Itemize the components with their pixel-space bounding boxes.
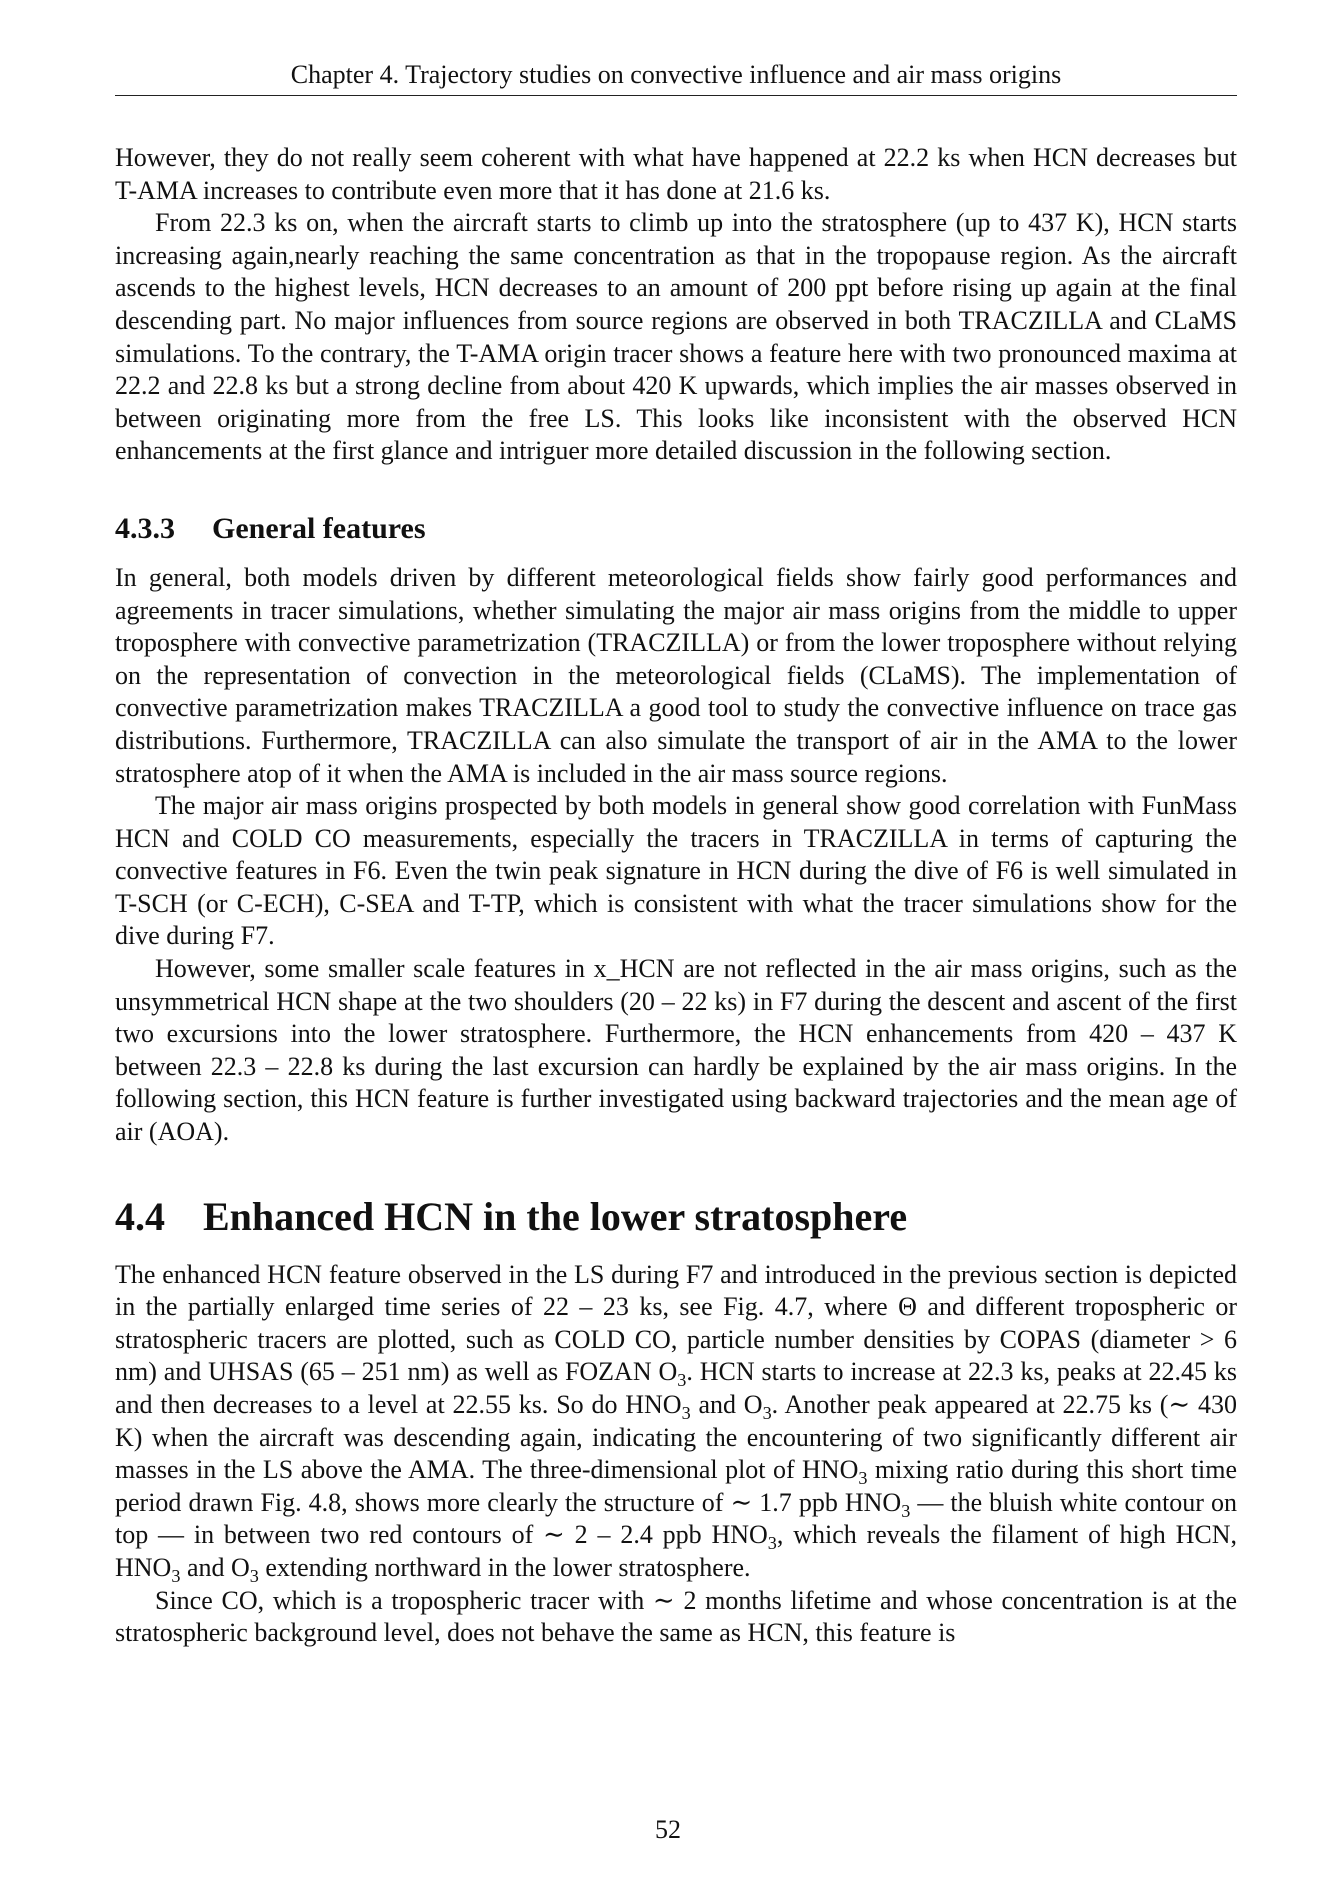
subscript-3: 3 <box>681 1403 691 1424</box>
text-run: The enhanced HCN feature observed in the LS during F7 and introduced in the previous section is depicted in the partially enlarged time series of 22 – 23 ks, see Fig. 4.7, where Θ and different tropospheric or stratospheric tracers are plotted, such as COLD CO, particle number densities by COPAS (diameter > 6 nm) and UHSAS (65 – 251 nm) as well as FOZAN O <box>115 1259 1237 1387</box>
text-run: extending northward in the lower stratosphere. <box>258 1552 751 1582</box>
subsection-heading <box>115 510 1237 548</box>
subscript-3: 3 <box>249 1566 259 1587</box>
paragraph-general: In general, both models driven by different meteorological fields show fairly good performances and agreements in tracer simulations, whether simulating the major air mass origins from the middle to upper troposphere with convective parametrization (TRACZILLA) or from the lower troposphere without relying on the representation of convection in the meteorological fields (CLaMS). The implementation of convective parametrization makes TRACZILLA a good tool to study the convective influence on trace gas distributions. Furthermore, TRACZILLA can also simulate the transport of air in the AMA to the lower stratosphere atop of it when the AMA is included in the air mass source regions. <box>115 562 1237 788</box>
text-run: , which reveals the filament of high HCN, HNO <box>115 1520 1237 1582</box>
text-run: . Another peak appeared at 22.75 ks (∼ 430 K) when the aircraft was descending again, indicating the encountering of two significantly different air masses in the LS above the AMA. The three-dimensional plot of HNO <box>115 1390 1237 1485</box>
subscript-3: 3 <box>171 1566 181 1587</box>
page-number: 52 <box>655 1815 681 1844</box>
running-header: Chapter 4. Trajectory studies on convective influence and air mass origins <box>115 60 1237 96</box>
section-number: 4.4 <box>115 1193 165 1239</box>
subsection-number: 4.3.3 <box>115 511 175 545</box>
text-run: and O <box>690 1390 763 1419</box>
page-body <box>115 142 1237 1650</box>
paragraph-hcn-increase: From 22.3 ks on, when the aircraft starts to climb up into the stratosphere (up to 437 K), HCN starts increasing again,nearly reaching the same concentration as that in the tropopause region. As the aircraft ascends to the highest levels, HCN decreases to an amount of 200 ppt before rising up again at the final descending part. No major influences from source regions are observed in both TRACZILLA and CLaMS simulations. To the contrary, the T-AMA origin tracer shows a feature here with two pronounced maxima at 22.2 and 22.8 ks but a strong decline from about 420 K upwards, which implies the air masses observed in between originating more from the free LS. This looks like inconsistent with the observed HCN enhancements at the first glance and intriguer more detailed discussion in the following section. <box>115 208 1237 466</box>
text-run: mixing ratio during this short time period drawn Fig. 4.8, shows more clearly the structure of ∼ 1.7 ppb HNO <box>115 1455 1237 1517</box>
paragraph-continuation: However, they do not really seem coherent with what have happened at 22.2 ks when HCN decreases but T-AMA increases to contribute even more that it has done at 21.6 ks. <box>115 143 1237 205</box>
subscript-3: 3 <box>901 1500 911 1521</box>
paragraph-co-tracer: Since CO, which is a tropospheric tracer with ∼ 2 months lifetime and whose concentration is at the stratospheric background level, does not behave the same as HCN, this feature is <box>115 1585 1237 1648</box>
paragraph-enhanced-hcn <box>115 1259 1237 1585</box>
paragraph-air-mass-origins: The major air mass origins prospected by both models in general show good correlation with FunMass HCN and COLD CO measurements, especially the tracers in TRACZILLA in terms of capturing the convective features in F6. Even the twin peak signature in HCN during the dive of F6 is well simulated in T-SCH (or C-ECH), C-SEA and T-TP, which is consistent with what the tracer simulations show for the dive during F7. <box>115 791 1237 951</box>
subscript-3: 3 <box>767 1533 777 1554</box>
text-run: . HCN starts to increase at 22.3 ks, peaks at 22.45 ks and then decreases to a level at 22.55 ks. So do HNO <box>115 1357 1237 1419</box>
text-run: — the bluish white contour on top — in between two red contours of ∼ 2 – 2.4 ppb HNO <box>115 1487 1237 1550</box>
subscript-3: 3 <box>858 1468 868 1489</box>
subsection-title: General features <box>212 511 426 545</box>
subscript-3: 3 <box>677 1370 687 1391</box>
section-heading <box>115 1193 1237 1241</box>
subscript-3: 3 <box>762 1403 772 1424</box>
paragraph-smaller-features: However, some smaller scale features in x_HCN are not reflected in the air mass origins, such as the unsymmetrical HCN shape at the two shoulders (20 – 22 ks) in F7 during the descent and ascent of the first two excursions into the lower stratosphere. Furthermore, the HCN enhancements from 420 – 437 K between 22.3 – 22.8 ks during the last excursion can hardly be explained by the air mass origins. In the following section, this HCN feature is further investigated using backward trajectories and the mean age of air (AOA). <box>115 954 1237 1147</box>
section-title: Enhanced HCN in the lower stratosphere <box>203 1193 908 1239</box>
text-run: and O <box>180 1552 250 1582</box>
